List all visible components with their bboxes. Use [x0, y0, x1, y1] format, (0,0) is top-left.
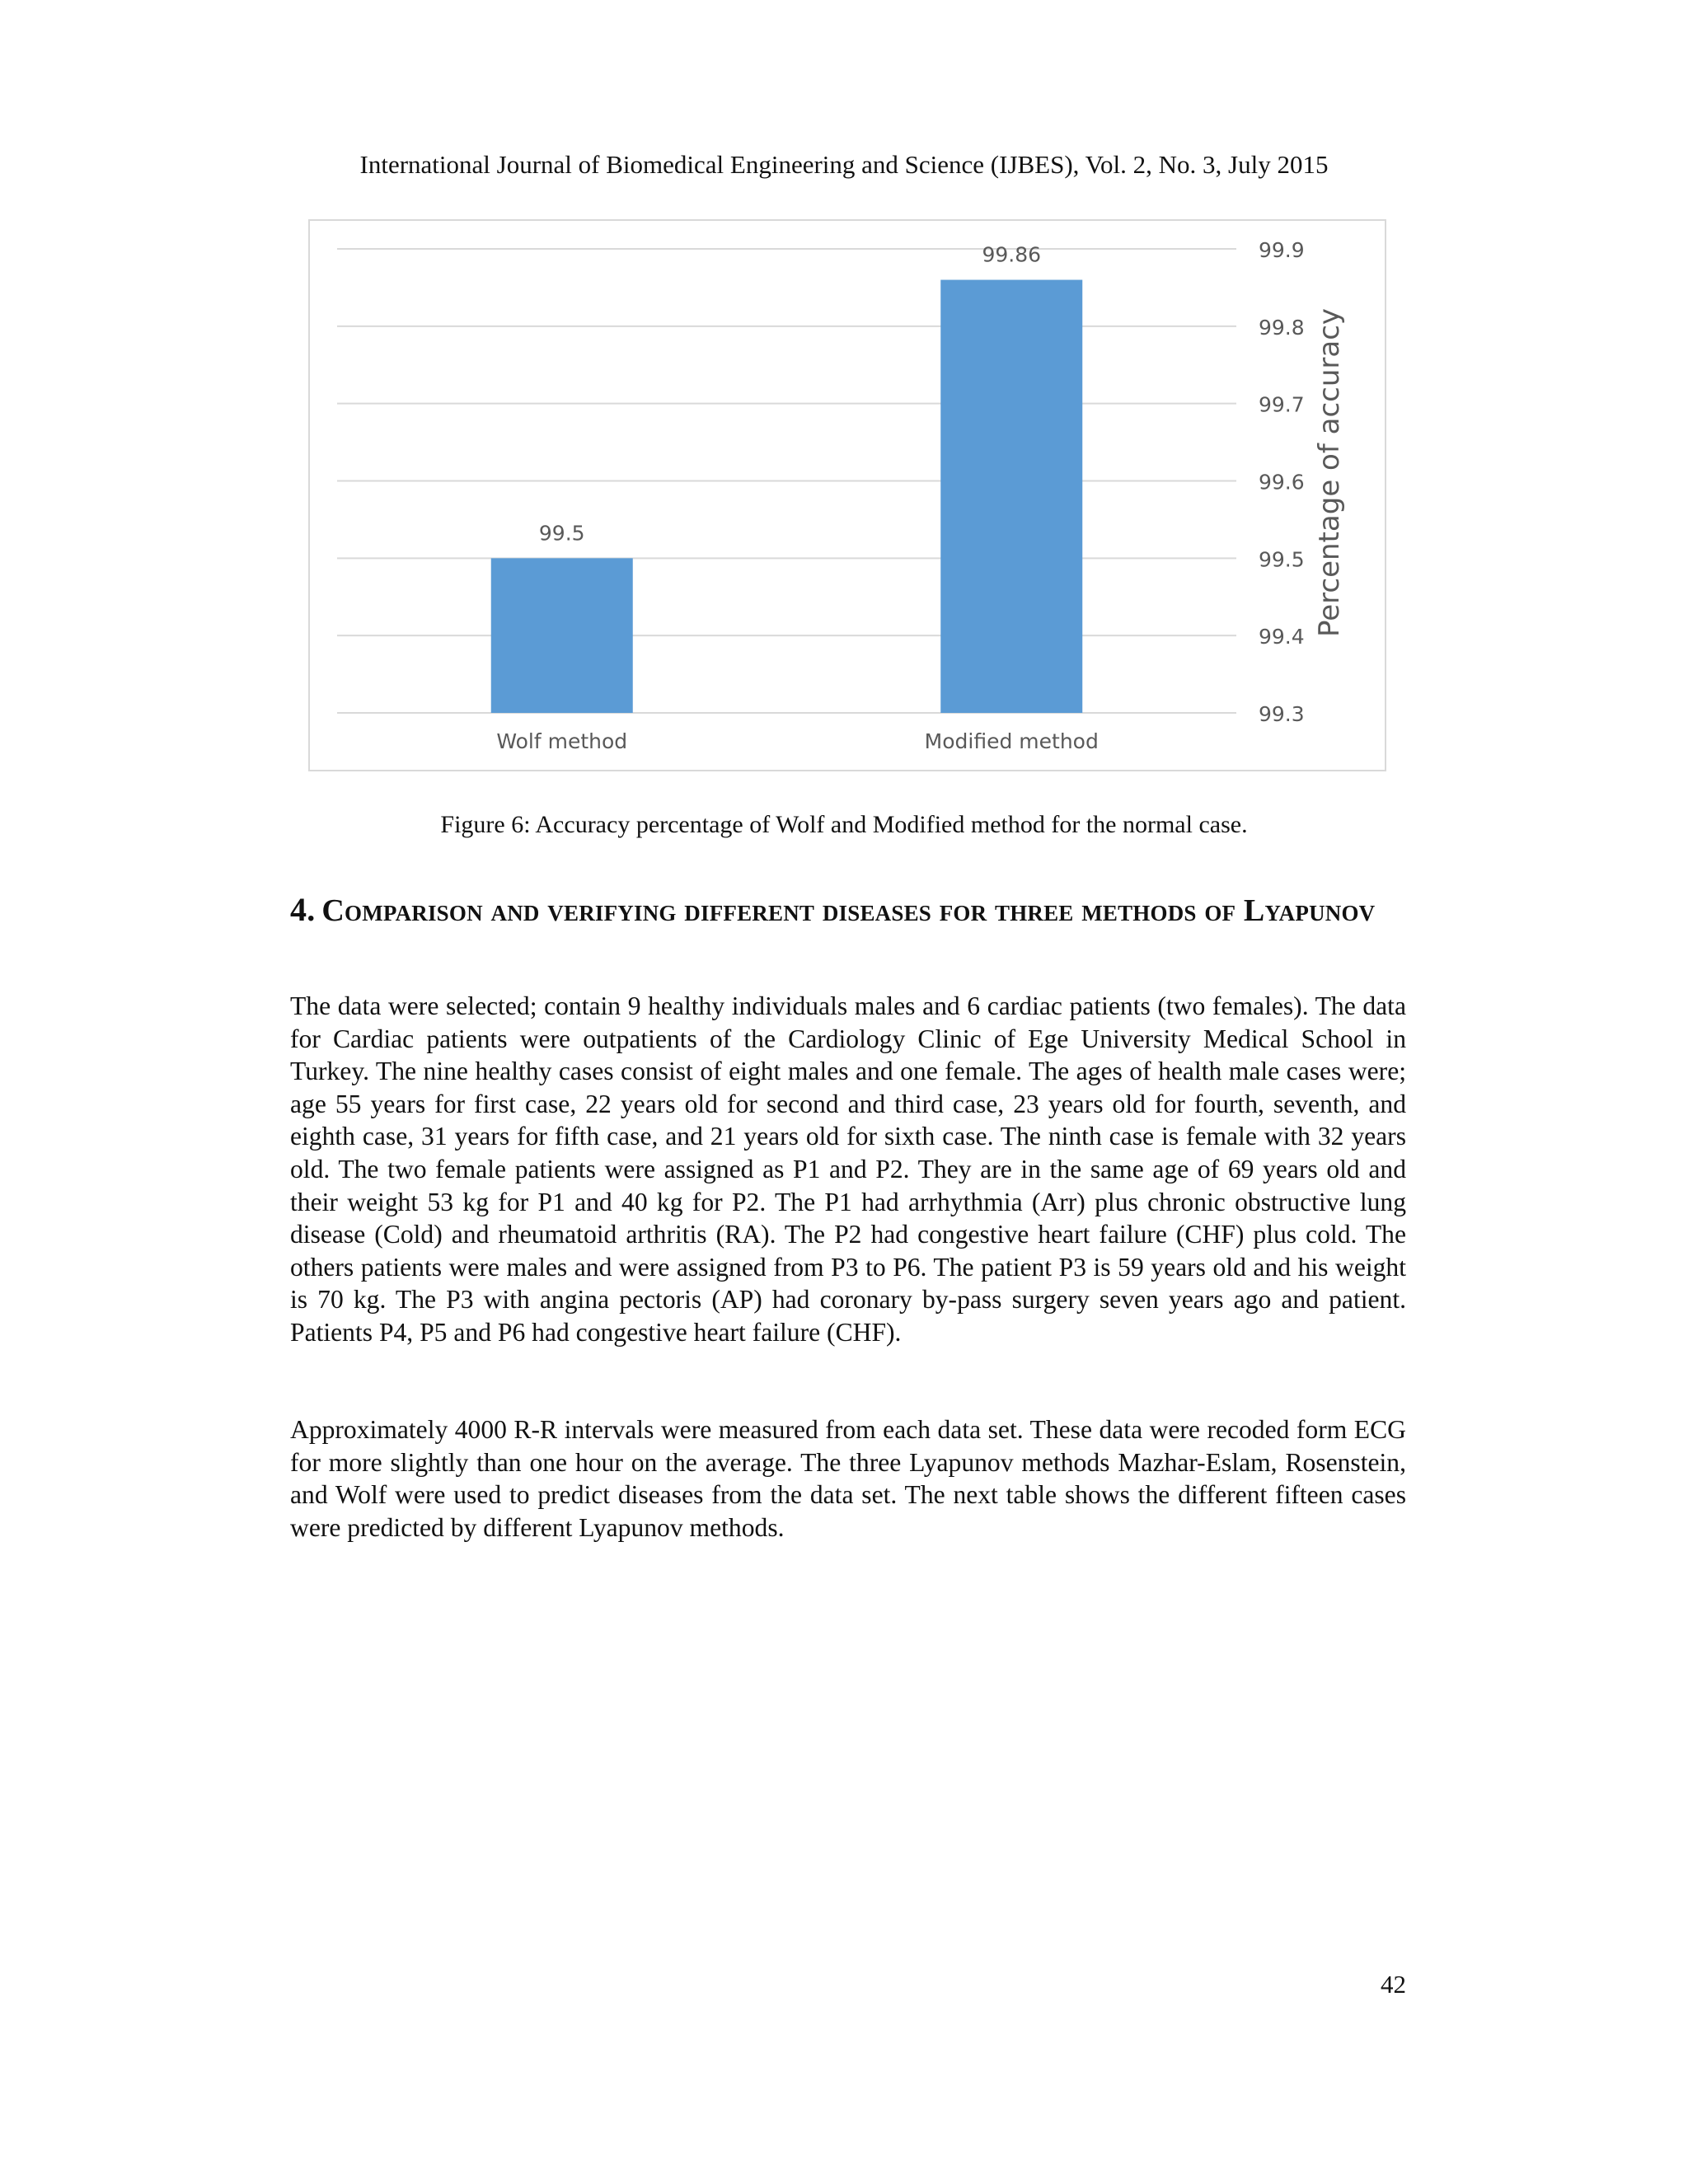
y-tick-label-2: 99.5: [1259, 547, 1305, 572]
data-label-1: 99.86: [982, 242, 1042, 267]
bar-1: [940, 280, 1082, 713]
category-label-0: Wolf method: [496, 729, 628, 753]
figure-chart: [308, 219, 1386, 771]
body-paragraph-1: The data were selected; contain 9 healthy individuals males and 6 cardiac patients (two females). The data for Cardiac patients were outpatients of the Cardiology Clinic of Ege University Medical School in Turkey. The nine healthy cases consist of eight males and one female. The ages of health male cases were; age 55 years for first case, 22 years old for second and third case, 23 years old for fourth, seventh, and eighth case, 31 years for fifth case, and 21 years old for sixth case. The ninth case is female with 32 years old. The two female patients were assigned as P1 and P2. They are in the same age of 69 years old and their weight 53 kg for P1 and 40 kg for P2. The P1 had arrhythmia (Arr) plus chronic obstructive lung disease (Cold) and rheumatoid arthritis (RA). The P2 had congestive heart failure (CHF) plus cold. The others patients were males and were assigned from P3 to P6. The patient P3 is 59 years old and his weight is 70 kg. The P3 with angina pectoris (AP) had coronary by-pass surgery seven years ago and patient. Patients P4, P5 and P6 had congestive heart failure (CHF).: [290, 991, 1406, 1347]
accuracy-bar-chart: [310, 221, 1385, 770]
running-header: International Journal of Biomedical Engineering and Science (IJBES), Vol. 2, No. 3, July 2015: [359, 150, 1329, 179]
bar-0: [491, 558, 633, 713]
body-paragraph-2: Approximately 4000 R-R intervals were measured from each data set. These data were recoded form ECG for more slightly than one hour on the average. The three Lyapunov methods Mazhar-Eslam, Rosenstein, and Wolf were used to predict diseases from the data set. The next table shows the different fifteen cases were predicted by different Lyapunov methods.: [290, 1415, 1406, 1542]
y-axis-title: Percentage of accuracy: [1313, 307, 1346, 638]
data-label-0: 99.5: [538, 521, 585, 546]
page-number: 42: [1381, 1970, 1406, 1999]
section-number: 4.: [290, 891, 316, 928]
y-tick-label-4: 99.7: [1259, 392, 1305, 417]
section-heading: [290, 892, 1406, 930]
y-tick-label-5: 99.8: [1259, 315, 1305, 340]
y-tick-label-6: 99.9: [1259, 238, 1305, 262]
category-label-1: Modified method: [924, 729, 1099, 753]
y-tick-label-3: 99.6: [1259, 470, 1305, 494]
y-tick-label-0: 99.3: [1259, 702, 1305, 726]
y-tick-label-1: 99.4: [1259, 625, 1305, 649]
section-title: Comparison and verifying different diseases for three methods of Lyapunov: [321, 893, 1376, 928]
figure-caption: Figure 6: Accuracy percentage of Wolf and Modified method for the normal case.: [440, 811, 1248, 838]
